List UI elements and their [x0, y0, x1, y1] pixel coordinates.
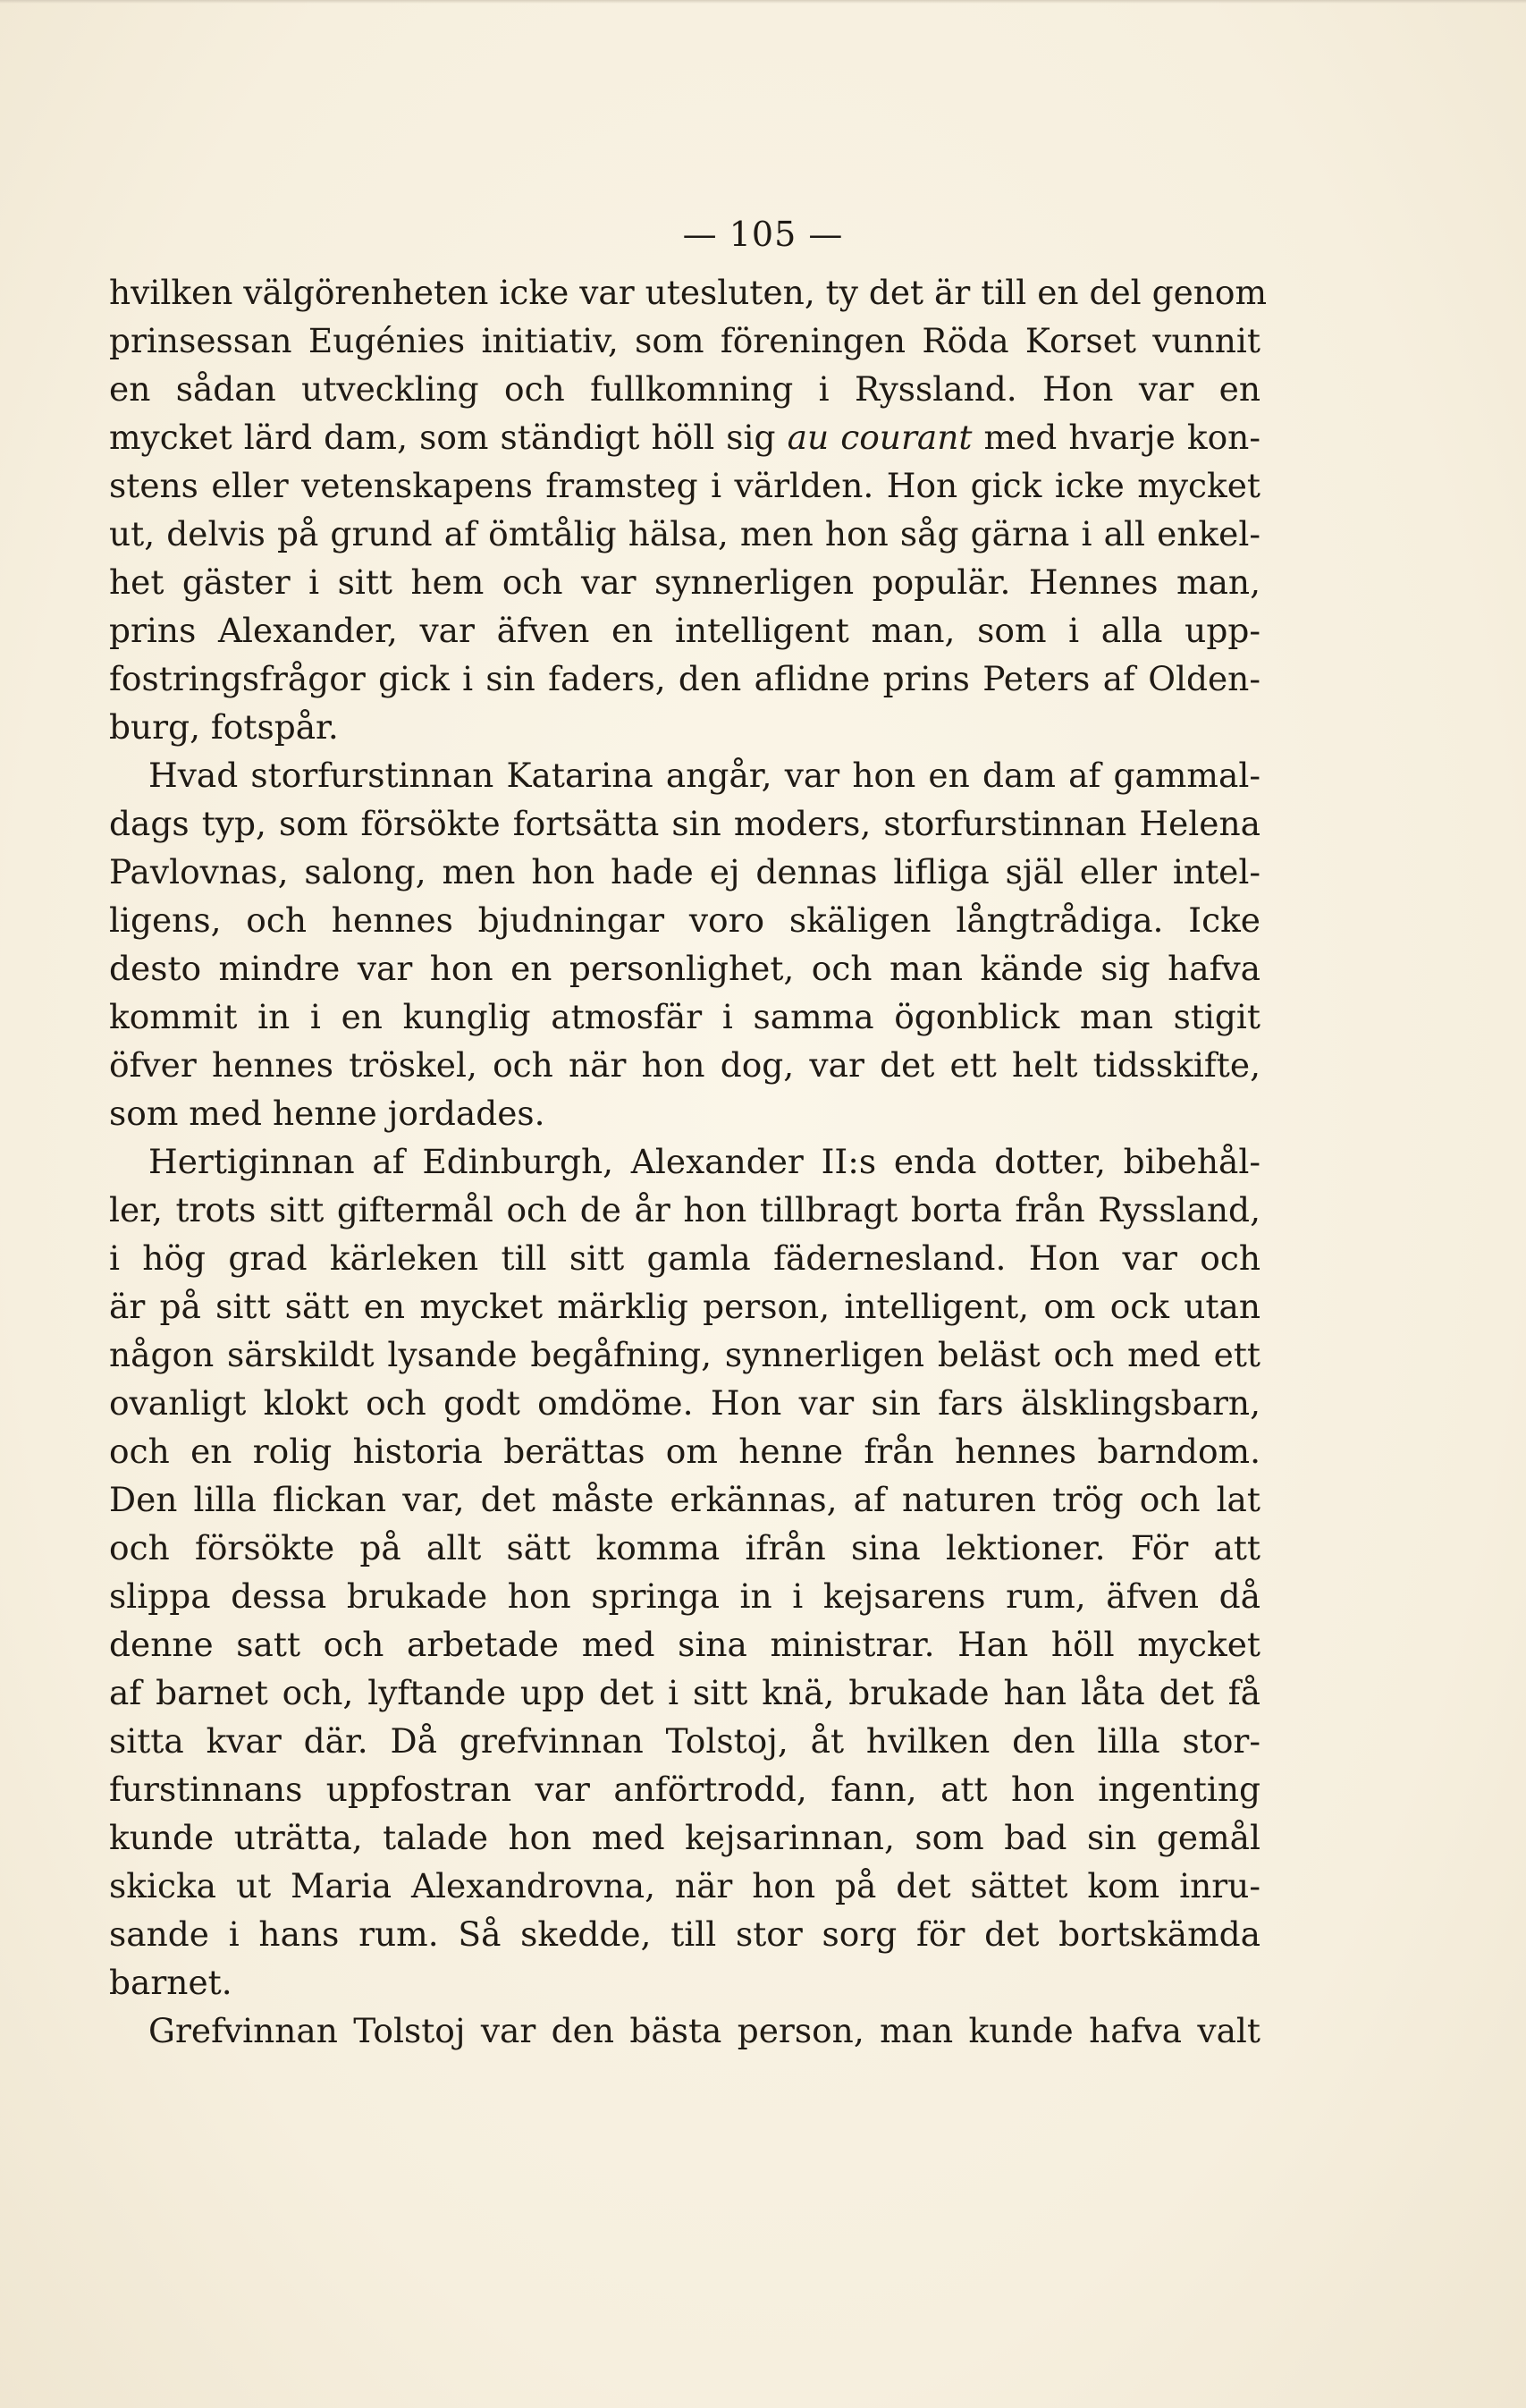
text-line: sande i hans rum. Så skedde, till stor sorg för det bortskämda: [109, 1914, 1260, 1954]
text-line: sitta kvar där. Då grefvinnan Tolstoj, åt hvilken den lilla stor-: [109, 1721, 1260, 1761]
paragraph-3: [109, 1137, 1260, 2007]
text-line: furstinnans uppfostran var anförtrodd, fann, att hon ingenting: [109, 1770, 1260, 1809]
text-line: är på sitt sätt en mycket märklig person, intelligent, om ock utan: [109, 1287, 1260, 1326]
body-text: [109, 268, 1268, 2055]
text-line: dags typ, som försökte fortsätta sin moders, storfurstinnan Helena: [109, 804, 1260, 843]
text-line: i hög grad kärleken till sitt gamla fädernesland. Hon var och: [109, 1238, 1260, 1278]
text-line: öfver hennes tröskel, och när hon dog, var det ett helt tidsskifte,: [109, 1045, 1260, 1085]
text-line: ovanligt klokt och godt omdöme. Hon var sin fars älsklingsbarn,: [109, 1383, 1260, 1423]
text-line: en sådan utveckling och fullkomning i Ryssland. Hon var en: [109, 369, 1260, 409]
page-top-edge: [0, 0, 1526, 4]
paragraph-2: [109, 751, 1260, 1137]
text-line: het gäster i sitt hem och var synnerligen populär. Hennes man,: [109, 562, 1260, 602]
text-line: kommit in i en kunglig atmosfär i samma ögonblick man stigit: [109, 997, 1260, 1036]
text-line: Den lilla flickan var, det måste erkännas, af naturen trög och lat: [109, 1480, 1260, 1519]
text-fragment: med hvarje kon-: [972, 418, 1260, 457]
text-line: skicka ut Maria Alexandrovna, när hon på det sättet kom inru-: [109, 1866, 1260, 1905]
text-fragment: mycket lärd dam, som ständigt höll sig: [109, 418, 788, 457]
text-line: barnet.: [109, 1963, 232, 2002]
text-line: ler, trots sitt giftermål och de år hon tillbragt borta från Ryssland,: [109, 1190, 1260, 1229]
text-line: af barnet och, lyftande upp det i sitt knä, brukade han låta det få: [109, 1673, 1260, 1712]
paragraph-4: [109, 2007, 1260, 2055]
text-line-with-italic: [109, 413, 1260, 461]
text-line: prins Alexander, var äfven en intelligent man, som i alla upp-: [109, 611, 1260, 650]
text-line: och försökte på allt sätt komma ifrån sina lektioner. För att: [109, 1528, 1260, 1567]
text-line: ut, delvis på grund af ömtålig hälsa, men hon såg gärna i all enkel-: [109, 514, 1260, 553]
page-number: — 105 —: [682, 215, 844, 254]
text-line: stens eller vetenskapens framsteg i världen. Hon gick icke mycket: [109, 466, 1260, 505]
text-line: Pavlovnas, salong, men hon hade ej dennas lifliga själ eller intel-: [109, 852, 1260, 891]
text-line: Grefvinnan Tolstoj var den bästa person, man kunde hafva valt: [148, 2011, 1260, 2050]
italic-phrase: au courant: [787, 418, 973, 457]
text-line: burg, fotspår.: [109, 707, 339, 747]
text-line: och en rolig historia berättas om henne från hennes barndom.: [109, 1432, 1260, 1471]
text-line: någon särskildt lysande begåfning, synnerligen beläst och med ett: [109, 1335, 1260, 1374]
paragraph-1: [109, 268, 1268, 751]
text-line: desto mindre var hon en personlighet, och man kände sig hafva: [109, 949, 1260, 988]
text-line: hvilken välgörenheten icke var utesluten, ty det är till en del genom: [109, 273, 1268, 312]
text-line: Hvad storfurstinnan Katarina angår, var hon en dam af gammal-: [148, 756, 1260, 795]
text-line: fostringsfrågor gick i sin faders, den aflidne prins Peters af Olden-: [109, 659, 1260, 698]
text-line: denne satt och arbetade med sina ministrar. Han höll mycket: [109, 1625, 1260, 1664]
text-line: ligens, och hennes bjudningar voro skäligen långtrådiga. Icke: [109, 900, 1260, 940]
text-line: kunde uträtta, talade hon med kejsarinnan, som bad sin gemål: [109, 1818, 1260, 1857]
text-line: som med henne jordades.: [109, 1094, 545, 1133]
text-line: Hertiginnan af Edinburgh, Alexander II:s enda dotter, bibehål-: [148, 1142, 1260, 1181]
text-line: prinsessan Eugénies initiativ, som föreningen Röda Korset vunnit: [109, 321, 1260, 360]
text-line: slippa dessa brukade hon springa in i kejsarens rum, äfven då: [109, 1576, 1260, 1616]
